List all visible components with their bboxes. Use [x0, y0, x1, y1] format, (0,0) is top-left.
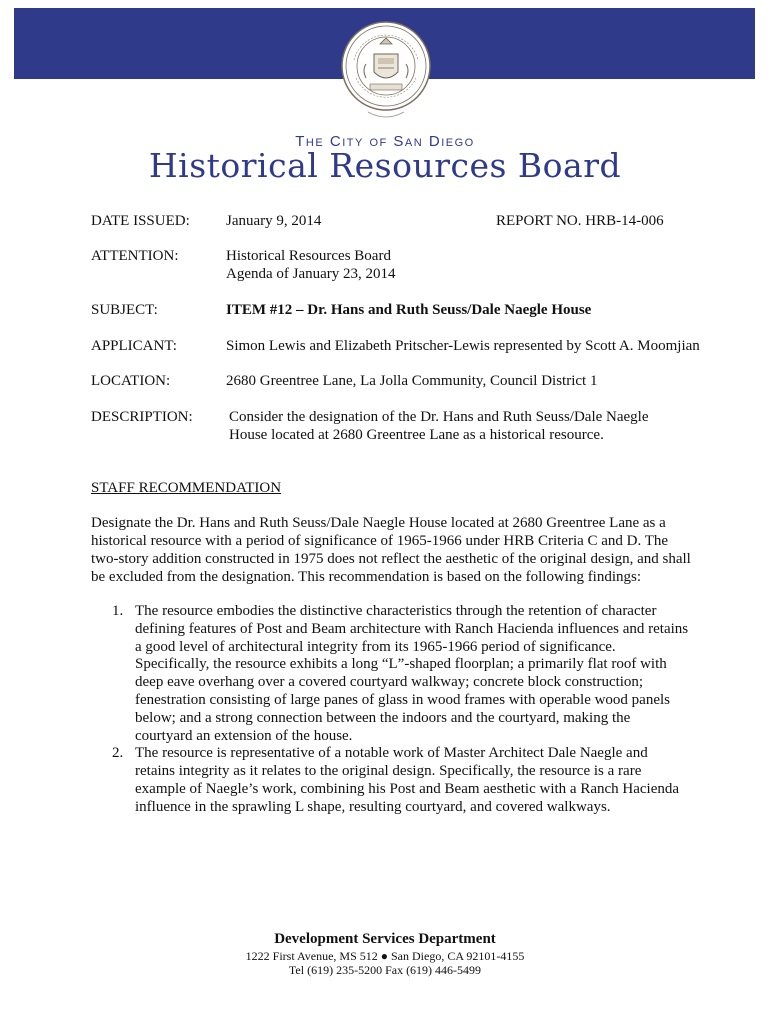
date-issued-label: DATE ISSUED: — [91, 213, 190, 229]
location-value: 2680 Greentree Lane, La Jolla Community, Council District 1 — [226, 373, 598, 389]
finding-number: 2. — [112, 745, 124, 762]
finding-text: The resource is representative of a notable work of Master Architect Dale Naegle and retains integrity as it relates to the original design. Specifically, the resource is a rare example of Naegle’s work, combining his Post and Beam aesthetic with a Ranch Hacienda influence in the sprawling L shape, resulting courtyard, and covered walkways. — [135, 745, 680, 815]
city-name: The City of San Diego — [295, 133, 475, 150]
attention-label: ATTENTION: — [91, 248, 179, 264]
department-phone: Tel (619) 235-5200 Fax (619) 446-5499 — [288, 963, 482, 977]
subject-label: SUBJECT: — [91, 302, 158, 318]
applicant-value: Simon Lewis and Elizabeth Pritscher-Lewis represented by Scott A. Moomjian — [226, 338, 700, 354]
finding-item — [91, 745, 691, 816]
description-line-1: Consider the designation of the Dr. Hans and Ruth Seuss/Dale Naegle — [229, 409, 649, 425]
applicant-label: APPLICANT: — [91, 338, 177, 354]
location-label: LOCATION: — [91, 373, 171, 389]
attention-line-2: Agenda of January 23, 2014 — [226, 266, 396, 282]
description-label: DESCRIPTION: — [91, 409, 193, 425]
description-line-2: House located at 2680 Greentree Lane as a historical resource. — [229, 427, 604, 443]
recommendation-paragraph: Designate the Dr. Hans and Ruth Seuss/Dale Naegle House located at 2680 Greentree Lane as a historical resource with a period of significance of 1965-1966 under HRB Criteria C and D. The two-story addition constructed in 1975 does not reflect the aesthetic of the original design, and shall be excluded from the designation. This recommendation is based on the following findings: — [91, 515, 691, 585]
report-number: REPORT NO. HRB-14-006 — [496, 213, 664, 229]
staff-recommendation-heading: STAFF RECOMMENDATION — [91, 480, 282, 496]
findings-list — [91, 603, 691, 817]
subject-value: ITEM #12 – Dr. Hans and Ruth Seuss/Dale Naegle House — [226, 302, 592, 318]
finding-number: 1. — [112, 603, 124, 619]
department-address: 1222 First Avenue, MS 512 ● San Diego, CA 92101-4155 — [245, 949, 525, 963]
finding-item — [91, 603, 691, 745]
board-title: Historical Resources Board — [148, 146, 622, 185]
date-issued-value: January 9, 2014 — [226, 213, 322, 229]
department-name: Development Services Department — [274, 931, 496, 947]
city-seal-icon — [340, 20, 432, 128]
attention-line-1: Historical Resources Board — [226, 248, 391, 264]
finding-text: The resource embodies the distinctive characteristics through the retention of character defining features of Post and Beam architecture with Ranch Hacienda influences and retains a good level of architectural integrity from its 1965-1966 period of significance. Specifically, the resource exhibits a long “L”-shaped floorplan; a primarily flat roof with deep eave overhang over a covered courtyard walkway; concrete block construction; fenestration consisting of large panes of glass in wood frames with operable wood panels below; and a strong connection between the indoors and the courtyard, making the courtyard an extension of the house. — [135, 603, 689, 744]
